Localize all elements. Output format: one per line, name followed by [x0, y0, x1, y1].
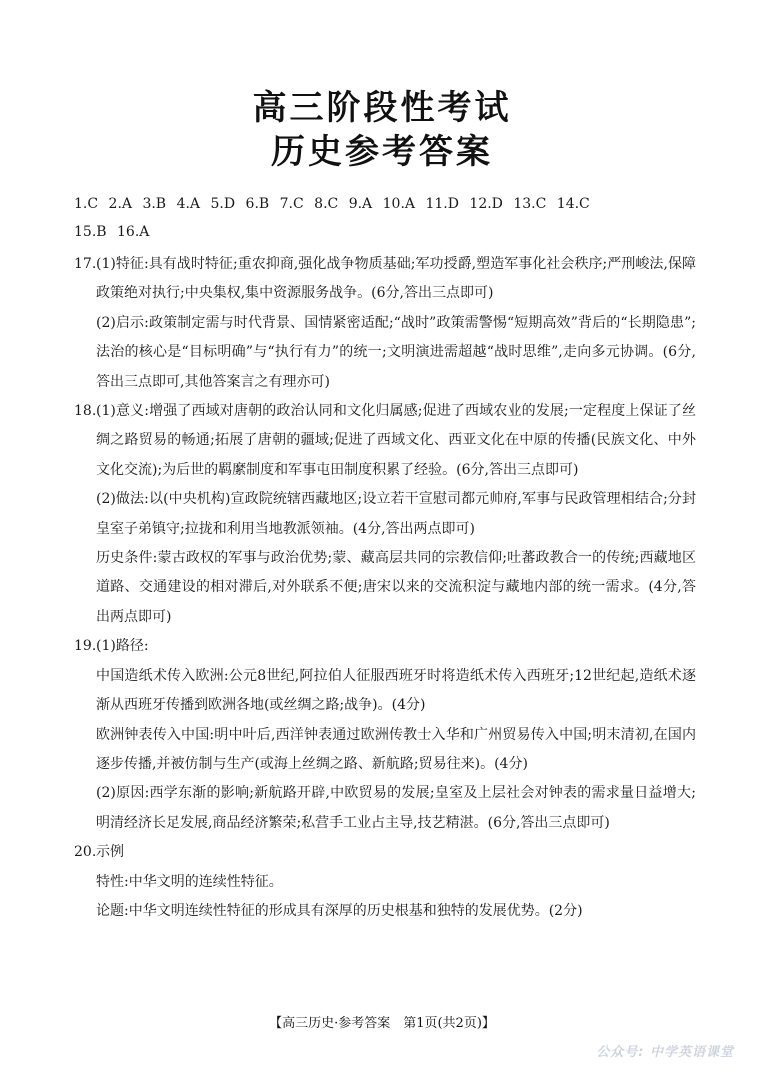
- watermark: 公众号: 中学英语课堂: [596, 1045, 734, 1060]
- question-paragraph: 历史条件:蒙古政权的军事与政治优势;蒙、藏高层共同的宗教信仰;吐蕃政教合一的传统;西藏地区道路、交通建设的相对滞后,对外联系不便;唐宋以来的交流积淀与藏地内部的统一需求。(4分,答出两点即可): [96, 550, 696, 625]
- question-number: 20.: [74, 844, 97, 861]
- question-paragraph: 特性:中华文明的连续性特征。: [96, 873, 283, 890]
- page-subtitle: 历史参考答案: [271, 132, 493, 172]
- question-paragraph: 17.(1)特征:具有战时特征;重农抑商,强化战争物质基础;军功授爵,塑造军事化社会秩序;严刑峻法,保障政策绝对执行;中央集权,集中资源服务战争。(6分,答出三点即可): [74, 250, 696, 309]
- question-18: [74, 397, 696, 632]
- question-paragraph: (2)原因:西学东渐的影响;新航路开辟,中欧贸易的发展;皇室及上层社会对钟表的需求量日益增大;明清经济长足发展,商品经济繁荣;私营手工业占主导,技艺精湛。(6分,答出三点即可): [96, 785, 696, 831]
- answer-item: 10.A: [382, 196, 415, 212]
- answer-item: 6.B: [245, 196, 270, 212]
- question-paragraph: 18.(1)意义:增强了西域对唐朝的政治认同和文化归属感;促进了西域农业的发展;一定程度上保证了丝绸之路贸易的畅通;拓展了唐朝的疆域;促进了西域文化、西亚文化在中原的传播(民族文化、中外文化交流);为后世的羁縻制度和军事屯田制度积累了经验。(6分,答出三点即可): [74, 397, 696, 485]
- question-paragraph: (2)做法:以(中央机构)宣政院统辖西藏地区;设立若干宣慰司都元帅府,军事与民政管理相结合;分封皇室子弟镇守;拉拢和利用当地教派领袖。(4分,答出两点即可): [96, 491, 696, 537]
- answer-item: 4.A: [176, 196, 201, 212]
- question-number: 19.: [74, 638, 97, 655]
- answer-item: 2.A: [108, 196, 132, 212]
- answer-item: 3.B: [142, 196, 167, 212]
- question-17: [74, 250, 696, 397]
- answer-item: 16.A: [117, 224, 150, 240]
- question-20: [74, 838, 696, 926]
- question-19: [74, 632, 696, 838]
- answer-item: 9.A: [348, 196, 373, 212]
- page-footer: 【高三历史·参考答案 第1页(共2页)】: [269, 1016, 495, 1031]
- answer-item: 1.C: [74, 196, 99, 212]
- answer-item: 12.D: [469, 196, 503, 212]
- answer-item: 14.C: [556, 196, 590, 212]
- question-number: 18.: [74, 403, 97, 420]
- answer-item: 5.D: [210, 196, 236, 212]
- answer-item: 7.C: [279, 196, 304, 212]
- question-paragraph: 中国造纸术传入欧洲:公元8世纪,阿拉伯人征服西班牙时将造纸术传入西班牙;12世纪起,造纸术逐渐从西班牙传播到欧洲各地(或丝绸之路;战争)。(4分): [96, 667, 696, 714]
- answer-item: 11.D: [425, 196, 459, 212]
- question-paragraph: (2)启示:政策制定需与时代背景、国情紧密适配;“战时”政策需警惕“短期高效”背后的“长期隐患”;法治的核心是“目标明确”与“执行有力”的统一;文明演进需超越“战时思维”,走向多元协调。(6分,答出三点即可,其他答案言之有理亦可): [96, 314, 696, 390]
- multiple-choice-answers: [74, 190, 714, 246]
- answer-item: 15.B: [74, 224, 107, 240]
- answer-content: [74, 250, 696, 926]
- question-number: 17.: [74, 256, 97, 272]
- question-paragraph: 20.示例: [74, 838, 696, 867]
- answer-item: 8.C: [314, 196, 339, 212]
- question-paragraph: 欧洲钟表传入中国:明中叶后,西洋钟表通过欧洲传教士入华和广州贸易传入中国;明末清初,在国内逐步传播,并被仿制与生产(或海上丝绸之路、新航路;贸易往来)。(4分): [96, 726, 696, 772]
- question-paragraph: 论题:中华文明连续性特征的形成具有深厚的历史根基和独特的发展优势。(2分): [96, 902, 583, 919]
- page-title: 高三阶段性考试: [252, 88, 512, 128]
- question-paragraph: 19.(1)路径:: [74, 632, 696, 661]
- answer-item: 13.C: [513, 196, 547, 212]
